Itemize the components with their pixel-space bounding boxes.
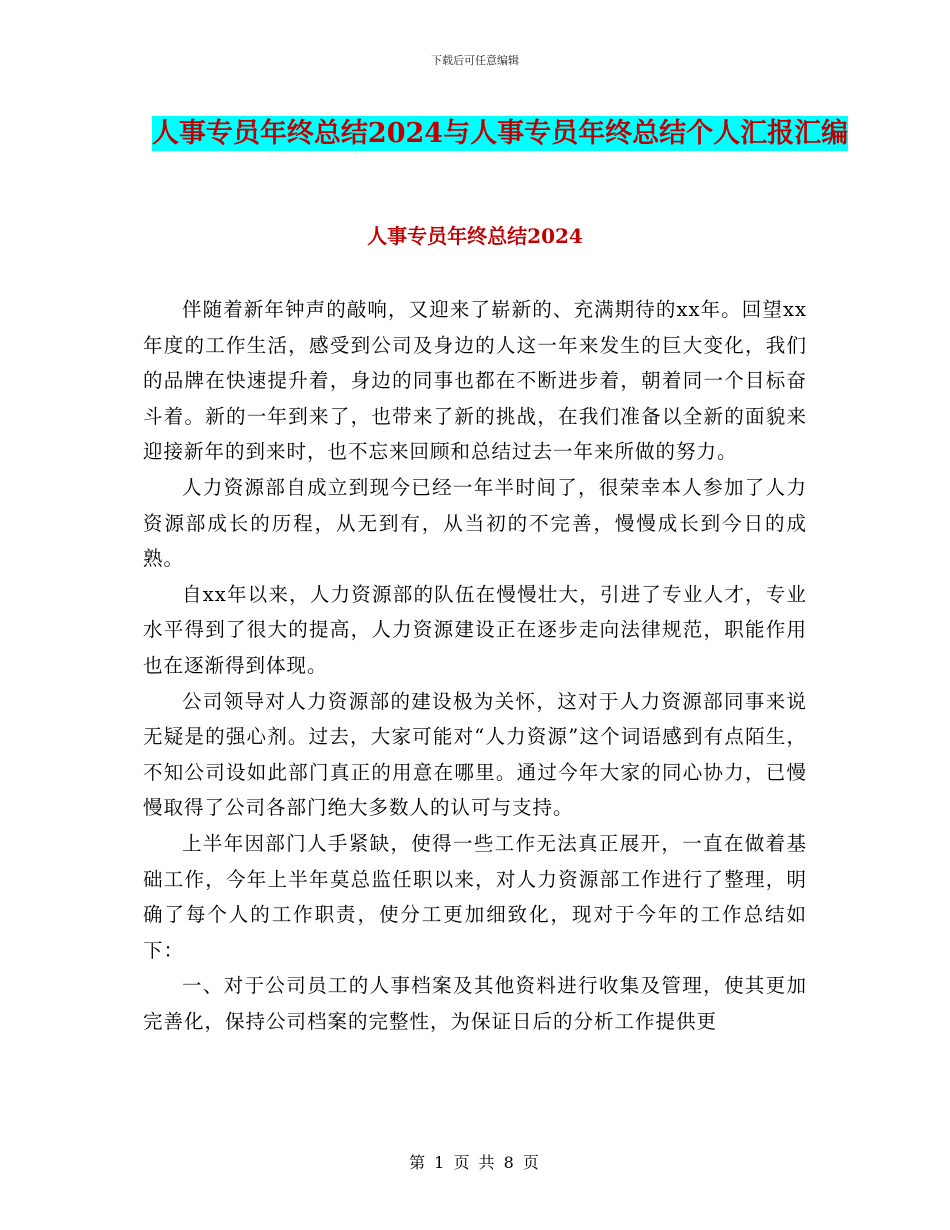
paragraph: 自xx年以来，人力资源部的队伍在慢慢壮大，引进了专业人才，专业水平得到了很大的提高，人力资源建设正在逐步走向法律规范，职能作用也在逐渐得到体现。 bbox=[143, 582, 807, 677]
page-number: 第 1 页 共 8 页 bbox=[409, 1153, 541, 1172]
paragraph: 公司领导对人力资源部的建设极为关怀，这对于人力资源部同事来说无疑是的强心剂。过去，大家可能对“人力资源”这个词语感到有点陌生，不知公司设如此部门真正的用意在哪里。通过今年大家的同心协力，已慢慢取得了公司各部门绝大多数人的认可与支持。 bbox=[143, 689, 807, 820]
page-header-note: 下载后可任意编辑 bbox=[431, 54, 519, 67]
document-body bbox=[143, 292, 807, 1039]
document-title bbox=[140, 112, 860, 156]
paragraph: 上半年因部门人手紧缺，使得一些工作无法真正展开，一直在做着基础工作，今年上半年莫总监任职以来，对人力资源部工作进行了整理，明确了每个人的工作职责，使分工更加细致化，现对于今年的工作总结如下： bbox=[143, 831, 807, 962]
section-title: 人事专员年终总结2024 bbox=[367, 224, 583, 248]
document-title-text: 人事专员年终总结2024与人事专员年终总结个人汇报汇编 bbox=[151, 118, 849, 149]
paragraph: 一、对于公司员工的人事档案及其他资料进行收集及管理，使其更加完善化，保持公司档案的完整性，为保证日后的分析工作提供更 bbox=[143, 974, 807, 1033]
paragraph: 人力资源部自成立到现今已经一年半时间了，很荣幸本人参加了人力资源部成长的历程，从无到有，从当初的不完善，慢慢成长到今日的成熟。 bbox=[143, 475, 807, 571]
paragraph: 伴随着新年钟声的敲响，又迎来了崭新的、充满期待的xx年。回望xx年度的工作生活，感受到公司及身边的人这一年来发生的巨大变化，我们的品牌在快速提升着，身边的同事也都在不断进步着，朝着同一个目标奋斗着。新的一年到来了，也带来了新的挑战，在我们准备以全新的面貌来迎接新年的到来时，也不忘来回顾和总结过去一年来所做的努力。 bbox=[143, 298, 807, 464]
